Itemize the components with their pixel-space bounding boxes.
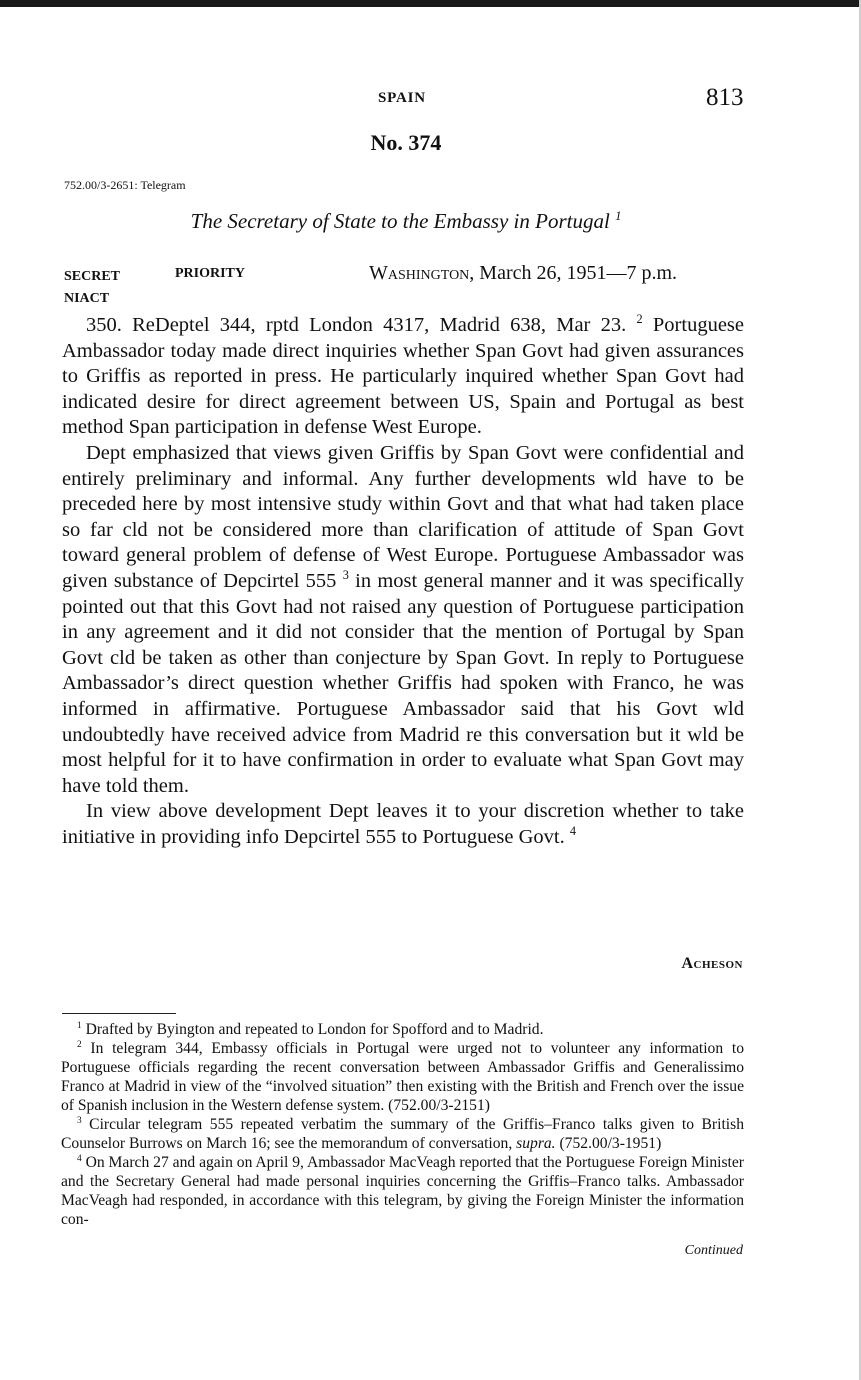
classification-secret: SECRET bbox=[64, 269, 121, 284]
footnote-rule bbox=[62, 1013, 176, 1014]
priority-label: PRIORITY bbox=[175, 266, 246, 281]
footnote-ref-3: 3 bbox=[342, 568, 349, 583]
document-title bbox=[0, 209, 812, 234]
footnote-2-mark: 2 bbox=[77, 1039, 82, 1050]
dateline-place: Washington bbox=[369, 262, 470, 284]
footnote-3 bbox=[61, 1115, 744, 1153]
document-title-text: The Secretary of State to the Embassy in Portugal bbox=[190, 209, 610, 233]
footnote-ref-4: 4 bbox=[569, 824, 577, 839]
continued-note: Continued bbox=[684, 1243, 743, 1258]
body-paragraph-2 bbox=[62, 441, 744, 799]
footnote-3-text-a: Circular telegram 555 repeated verbatim the summary of the Griffis–Franco talks given to British Counselor Burrows on March 16; see the memorandum of conversation, bbox=[61, 1116, 744, 1152]
footnote-4 bbox=[61, 1153, 744, 1229]
top-edge-rule bbox=[0, 0, 861, 7]
classification-block bbox=[64, 266, 120, 310]
running-head: SPAIN bbox=[378, 90, 426, 106]
footnote-1 bbox=[61, 1020, 744, 1039]
footnote-2 bbox=[61, 1039, 744, 1115]
footnote-3-italic: supra. bbox=[516, 1135, 556, 1152]
footnote-4-text: On March 27 and again on April 9, Ambassador MacVeagh reported that the Portuguese Foreign Minister and the Secretary General had made personal inquiries concerning the Griffis–Franco talks. Ambassador MacVeagh had responded, in accordance with this telegram, by giving the Foreign Minister the information con- bbox=[61, 1154, 744, 1228]
dateline bbox=[369, 262, 677, 285]
telegram-body bbox=[62, 313, 744, 850]
footnote-1-mark: 1 bbox=[77, 1020, 82, 1031]
p1-text-b: Portuguese Ambassador today made direct inquiries whether Span Govt had given assurances to Griffis as reported in press. He particularly inquired whether Span Govt had indicated desire for direct agreement between US, Spain and Portugal as best method Span participation in defense West Europe. bbox=[62, 314, 744, 439]
p3-text-a: In view above development Dept leaves it to your discretion whether to take initiative in providing info Depcirtel 555 to Portuguese Govt. bbox=[62, 800, 744, 848]
body-paragraph-1 bbox=[62, 313, 744, 441]
footnotes bbox=[61, 1020, 744, 1229]
document-number: No. 374 bbox=[370, 130, 442, 155]
p1-text-a: 350. ReDeptel 344, rptd London 4317, Madrid 638, Mar 23. bbox=[86, 314, 627, 336]
file-reference: 752.00/3-2651: Telegram bbox=[64, 178, 186, 192]
body-paragraph-3 bbox=[62, 799, 744, 850]
p2-text-a: Dept emphasized that views given Griffis by Span Govt were confidential and entirely preliminary and informal. Any further developments wld have to be preceded here by most intensive study within Govt and that what had taken place so far cld not be considered more than clarification of attitude of Span Govt toward general problem of defense of West Europe. Portuguese Ambassador was given substance of Depcirtel 555 bbox=[62, 441, 744, 592]
dateline-date: , March 26, 1951—7 p.m. bbox=[469, 262, 678, 284]
footnote-1-text: Drafted by Byington and repeated to London for Spofford and to Madrid. bbox=[81, 1021, 544, 1038]
footnote-3-mark: 3 bbox=[77, 1115, 82, 1126]
footnote-ref-2: 2 bbox=[636, 312, 643, 327]
footnote-3-text-b: (752.00/3-1951) bbox=[555, 1135, 662, 1152]
classification-niact: NIACT bbox=[64, 291, 110, 306]
footnote-2-text: In telegram 344, Embassy officials in Portugal were urged not to volunteer any information to Portuguese officials regarding the recent conversation between Ambassador Griffis and Generalissimo Franco at Madrid in view of the “involved situation” then existing with the British and French over the issue of Spanish inclusion in the Western defense system. (752.00/3-2151) bbox=[61, 1040, 744, 1114]
p2-text-b: in most general manner and it was specifically pointed out that this Govt had not raised any question of Portuguese participation in any agreement and it did not consider that the mention of Portugal by Span Govt cld be taken as other than conjecture by Span Govt. In reply to Portuguese Ambassador’s direct question whether Griffis had spoken with Franco, he was informed in affirmative. Portuguese Ambassador said that his Govt wld undoubtedly have received advice from Madrid re this conversation but it wld be most helpful for it to have confirmation in order to evaluate what Span Govt may have told them. bbox=[62, 569, 744, 797]
page-number: 813 bbox=[706, 84, 744, 111]
footnote-4-mark: 4 bbox=[77, 1153, 82, 1164]
footnote-ref-1: 1 bbox=[615, 209, 622, 223]
signature: Acheson bbox=[681, 955, 743, 972]
